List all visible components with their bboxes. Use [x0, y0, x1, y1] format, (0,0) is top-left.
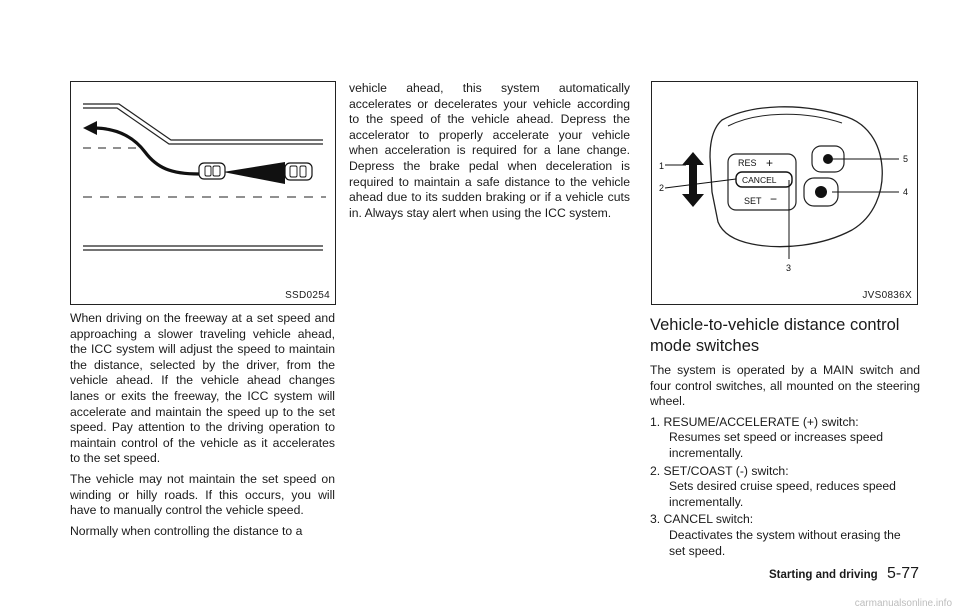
list-item [650, 464, 920, 511]
svg-text:−: − [770, 192, 778, 206]
paragraph: vehicle ahead, this system automatically accelerates or decelerates your vehicle according to the speed of the vehicle ahead. Depress the accelerator to properly accelerate your vehicle when acceleration is required for a lane change. Depress the brake pedal when deceleration is required to maintain a safe distance to the vehicle ahead due to its sudden braking or if a vehicle cuts in. Always stay alert when using the ICC system. [349, 81, 630, 220]
steering-switches-illustration [652, 82, 917, 304]
page-footer [769, 565, 919, 583]
steering-switches-figure [651, 81, 918, 305]
callout-1: 1 [659, 161, 665, 171]
list-item-title: 2. SET/COAST (-) switch: [650, 463, 789, 478]
list-item [650, 512, 920, 559]
callout-3: 3 [786, 263, 792, 273]
list-item-description: Deactivates the system without erasing the set speed. [669, 527, 901, 558]
front-car-icon [285, 163, 312, 180]
middle-text-column [349, 81, 630, 226]
list-item-title: 1. RESUME/ACCELERATE (+) switch: [650, 414, 859, 429]
page-number: 5-77 [886, 565, 919, 582]
section-heading: Vehicle-to-vehicle distance control mode switches [650, 316, 900, 355]
figure-code-left: SSD0254 [285, 290, 330, 301]
left-text-column [70, 311, 335, 544]
callout-5: 5 [903, 154, 909, 164]
callout-4: 4 [903, 187, 909, 197]
paragraph: The vehicle may not maintain the set speed on winding or hilly roads. If this occurs, you will have to manually control the vehicle speed. [70, 471, 335, 518]
list-item-description: Resumes set speed or increases speed incrementally. [669, 430, 884, 460]
list-item [650, 415, 920, 462]
paragraph: When driving on the freeway at a set speed and approaching a slower traveling vehicle ahead, the ICC system will adjust the speed to maintain the distance, selected by the driver, from the vehicle ahead. If the vehicle ahead changes lanes or exits the freeway, the ICC system will accelerate and maintain the speed up to the set speed. Pay attention to the driving operation to maintain control of the vehicle as it accelerates to the set speed. [70, 311, 335, 466]
cancel-label: CANCEL [742, 175, 777, 185]
lane-change-illustration [71, 82, 335, 304]
list-item-title: 3. CANCEL switch: [650, 512, 754, 527]
section-name: Starting and driving [769, 569, 878, 581]
list-item-description: Sets desired cruise speed, reduces speed incrementally. [669, 479, 896, 509]
rear-car-icon [199, 163, 225, 179]
intro-paragraph: The system is operated by a MAIN switch and four control switches, all mounted on the steering wheel. [650, 363, 920, 409]
watermark: carmanualsonline.info [854, 598, 952, 609]
right-text-column [650, 315, 920, 561]
svg-text:+: + [766, 156, 774, 170]
paragraph: Normally when controlling the distance to a [70, 523, 303, 538]
res-label: RES [738, 158, 757, 168]
figure-code-right: JVS0836X [862, 290, 912, 301]
callout-2: 2 [659, 183, 665, 193]
lane-change-figure [70, 81, 336, 305]
set-label: SET [744, 196, 762, 206]
